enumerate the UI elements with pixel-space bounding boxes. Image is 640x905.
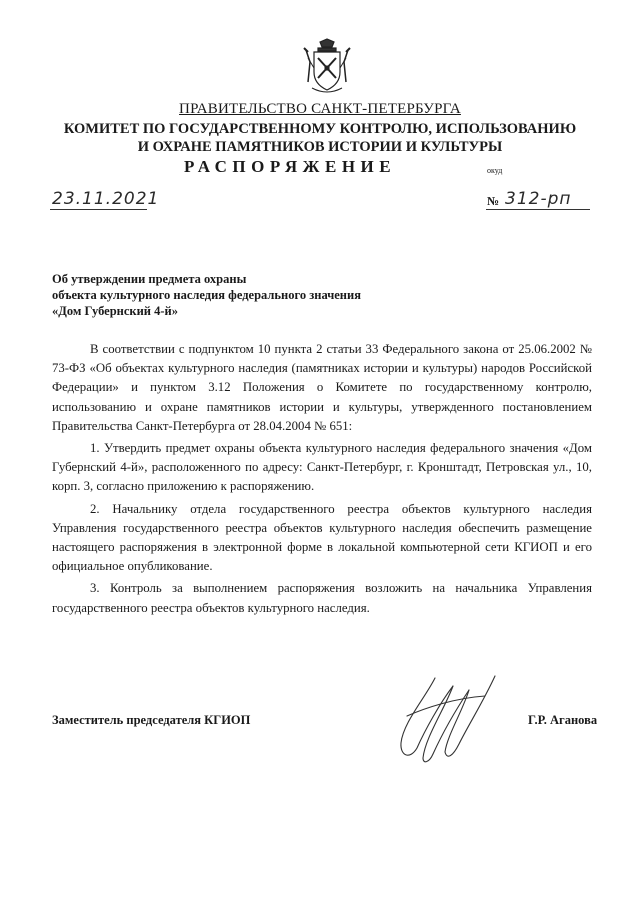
preamble-paragraph: В соответствии с подпунктом 10 пункта 2 статьи 33 Федерального закона от 25.06.2002 № 73-ФЗ «Об объектах культурного наследия (памятниках истории и культуры) народов Российской Федерации» и пунктом 3.12 Положения о Комитете по государственному контролю, использованию и охране памятников истории и культуры, утвержденного постановлением Правительства Санкт-Петербурга от 28.04.2004 № 651:: [52, 342, 592, 433]
document-body: [52, 340, 592, 621]
subject-line-3: «Дом Губернский 4-й»: [52, 304, 178, 318]
number-prefix: №: [487, 194, 500, 208]
coat-of-arms-icon: [298, 38, 356, 96]
document-number: 312-рп: [505, 189, 572, 209]
signer-name: Г.Р. Аганова: [528, 713, 598, 727]
committee-line-1: КОМИТЕТ ПО ГОСУДАРСТВЕННОМУ КОНТРОЛЮ, ИСПОЛЬЗОВАНИЮ: [63, 121, 577, 137]
committee-line-2: И ОХРАНЕ ПАМЯТНИКОВ ИСТОРИИ И КУЛЬТУРЫ: [137, 139, 503, 155]
document-date: 23.11.2021: [52, 189, 160, 209]
clause-3: 3. Контроль за выполнением распоряжения возложить на начальника Управления государственного реестра объектов культурного наследия.: [52, 581, 592, 615]
signature-image: [395, 668, 500, 768]
document-subject: [52, 271, 361, 319]
clause-2: 2. Начальнику отдела государственного реестра объектов культурного наследия Управления государственного реестра объектов культурного наследия обеспечить размещение настоящего распоряжения в электронной форме в локальной компьютерной сети КГИОП и его официальное опубликование.: [52, 501, 592, 574]
subject-line-2: объекта культурного наследия федерального значения: [52, 288, 361, 302]
okud-label: окуд: [487, 166, 503, 175]
signer-position: Заместитель председателя КГИОП: [52, 713, 251, 727]
date-underline: [50, 209, 147, 210]
committee-title: [0, 120, 640, 156]
government-title: ПРАВИТЕЛЬСТВО САНКТ-ПЕТЕРБУРГА: [179, 101, 461, 117]
number-underline: [486, 209, 590, 210]
subject-line-1: Об утверждении предмета охраны: [52, 272, 247, 286]
document-type: РАСПОРЯЖЕНИЕ: [184, 157, 397, 176]
clause-1: 1. Утвердить предмет охраны объекта культурного наследия федерального значения «Дом Губернский 4-й», расположенного по адресу: Санкт-Петербург, г. Кронштадт, Петровская ул., 10, корп. 3, согласно приложению к распоряжению.: [52, 441, 592, 494]
